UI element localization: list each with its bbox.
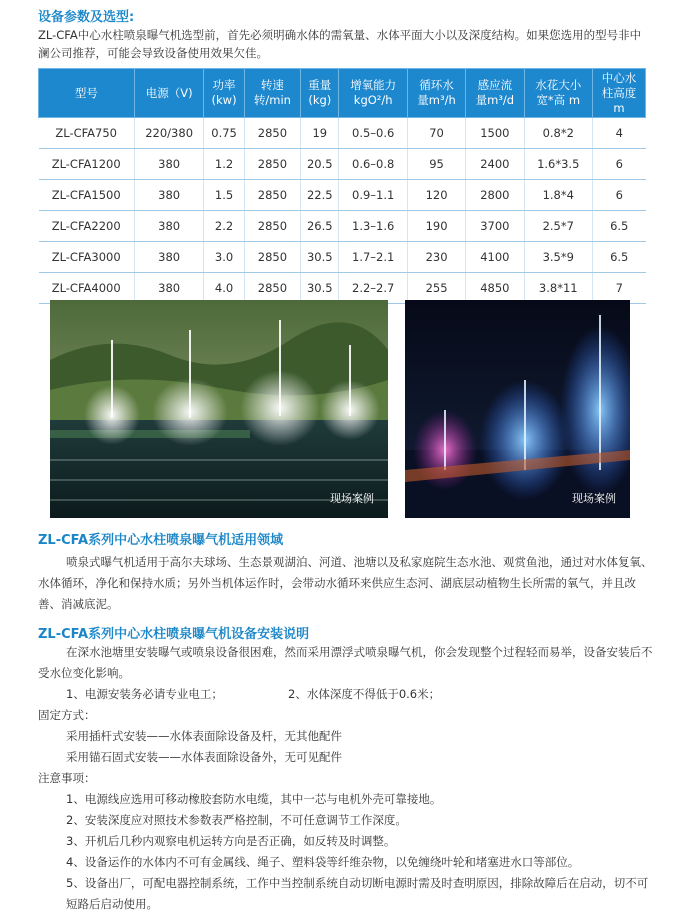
table-row (39, 211, 646, 242)
photo-caption-right: 现场案例 (572, 492, 616, 505)
section-title-applications: ZL-CFA系列中心水柱喷泉曝气机适用领域 (38, 533, 284, 548)
table-cell: 380 (134, 211, 204, 242)
table-cell: ZL-CFA4000 (39, 273, 135, 304)
table-header-text: 宽*高 m (536, 93, 581, 107)
table-header-cell (134, 69, 204, 118)
table-header-row (39, 69, 646, 118)
table-cell: 2850 (244, 118, 300, 149)
installation-body (38, 642, 654, 915)
note-item: 1、电源线应选用可移动橡胶套防水电缆，其中一芯与电机外壳可靠接地。 (66, 792, 442, 806)
notes-title: 注意事项： (38, 771, 96, 785)
table-cell: 30.5 (301, 242, 339, 273)
table-cell: 1.2 (204, 149, 244, 180)
note-item: 4、设备运作的水体内不可有金属线、绳子、塑料袋等纤维杂物，以免缠绕叶轮和堵塞进水口等部位。 (66, 855, 580, 869)
table-cell: 1500 (466, 118, 524, 149)
table-cell: 3700 (466, 211, 524, 242)
table-cell: 3.5*9 (524, 242, 592, 273)
photo-caption-left: 现场案例 (330, 492, 374, 505)
table-header-text: 型号 (74, 85, 98, 100)
table-cell: 220/380 (134, 118, 204, 149)
table-header-cell (339, 69, 407, 118)
table-header-text: kgO²/h (353, 93, 393, 107)
table-header-text: 水花大小 (535, 78, 582, 92)
table-cell: 190 (407, 211, 465, 242)
table-cell: 1.3–1.6 (339, 211, 407, 242)
table-cell: 2.5*7 (524, 211, 592, 242)
table-cell: 1.7–2.1 (339, 242, 407, 273)
section-title-installation: ZL-CFA系列中心水柱喷泉曝气机设备安装说明 (38, 627, 310, 642)
table-header-cell (301, 69, 339, 118)
photo-daytime-fountains (50, 300, 388, 518)
installation-intro: 在深水池塘里安装曝气或喷泉设备很困难，然而采用漂浮式喷泉曝气机，你会发现整个过程轻而易举，设备安装后不受水位变化影响。 (38, 645, 653, 680)
table-header-text: (kw) (211, 93, 237, 107)
table-row (39, 242, 646, 273)
table-cell: 2850 (244, 149, 300, 180)
requirement-2: 2、水体深度不得低于0.6米； (288, 687, 441, 701)
table-header-text: 量m³/d (475, 93, 515, 107)
table-cell: 230 (407, 242, 465, 273)
table-cell: ZL-CFA2200 (39, 211, 135, 242)
table-header-text: 循环水 (419, 78, 454, 92)
table-cell: ZL-CFA1200 (39, 149, 135, 180)
table-cell: 2850 (244, 180, 300, 211)
table-cell: 1.8*4 (524, 180, 592, 211)
table-cell: 380 (134, 273, 204, 304)
table-cell: 380 (134, 180, 204, 211)
table-cell: 2.2 (204, 211, 244, 242)
table-header-text: 量m³/h (417, 93, 456, 107)
table-cell: 6.5 (592, 211, 645, 242)
note-item: 2、安装深度应对照技术参数表严格控制，不可任意调节工作深度。 (66, 813, 407, 827)
section-title-specs: 设备参数及选型: (38, 10, 135, 25)
table-cell: 0.9–1.1 (339, 180, 407, 211)
table-cell: 0.75 (204, 118, 244, 149)
table-header-text: (kg) (308, 93, 332, 107)
table-cell: 2850 (244, 211, 300, 242)
table-cell: 2.2–2.7 (339, 273, 407, 304)
table-row (39, 273, 646, 304)
note-item: 3、开机后几秒内观察电机运转方向是否正确，如反转及时调整。 (66, 834, 396, 848)
photo-night-fountains (405, 300, 630, 518)
table-cell: 255 (407, 273, 465, 304)
table-cell: 4 (592, 118, 645, 149)
table-header-text: 中心水 (601, 70, 637, 85)
table-header-text: 转速 (260, 78, 284, 92)
table-header-cell (407, 69, 465, 118)
table-cell: 380 (134, 242, 204, 273)
table-row (39, 180, 646, 211)
table-header-text: 功率 (212, 78, 236, 92)
table-cell: 7 (592, 273, 645, 304)
table-cell: 0.6–0.8 (339, 149, 407, 180)
fix-title: 固定方式： (38, 708, 96, 722)
table-header-text: 重量 (308, 78, 332, 92)
install-requirements (38, 684, 654, 705)
table-cell: 0.8*2 (524, 118, 592, 149)
table-header-cell (592, 69, 645, 118)
table-header-cell (466, 69, 524, 118)
table-header-cell (244, 69, 300, 118)
table-header-text: 柱高度 (601, 85, 637, 100)
table-cell: 30.5 (301, 273, 339, 304)
table-cell: 2400 (466, 149, 524, 180)
applications-text: 喷泉式曝气机适用于高尔夫球场、生态景观湖泊、河道、池塘以及私家庭院生态水池、观赏鱼池，通过对水体复氧、水体循环，净化和保持水质；另外当机体运作时，会带动水循环来供应生态河、湖底层动植物生长所需的氧气，并且改善、消减底泥。 (38, 555, 653, 611)
table-cell: 95 (407, 149, 465, 180)
spec-table (38, 68, 646, 304)
table-row (39, 118, 646, 149)
table-cell: 6 (592, 180, 645, 211)
table-header-text: 转/min (253, 93, 291, 107)
table-cell: 2850 (244, 242, 300, 273)
applications-body (38, 552, 654, 615)
specs-intro: ZL-CFA中心水柱喷泉曝气机选型前，首先必须明确水体的需氧量、水体平面大小以及深度结构。如果您选用的型号非中澜公司推荐，可能会导致设备使用效果欠佳。 (38, 28, 642, 60)
table-cell: ZL-CFA750 (39, 118, 135, 149)
table-cell: ZL-CFA3000 (39, 242, 135, 273)
table-header-text: 增氧能力 (350, 78, 397, 92)
table-cell: 2850 (244, 273, 300, 304)
table-header-text: 电源（V) (145, 85, 193, 100)
table-header-cell (39, 69, 135, 118)
table-cell: 4.0 (204, 273, 244, 304)
note-item: 5、设备出厂，可配电器控制系统，工作中当控制系统自动切断电源时需及时查明原因，排除故障后在启动，切不可短路后启动使用。 (66, 876, 649, 911)
table-cell: 0.5–0.6 (339, 118, 407, 149)
table-cell: 26.5 (301, 211, 339, 242)
table-cell: 22.5 (301, 180, 339, 211)
table-cell: 380 (134, 149, 204, 180)
table-cell: 1.6*3.5 (524, 149, 592, 180)
requirement-1: 1、电源安装务必请专业电工； (66, 687, 223, 701)
table-header-text: m (613, 100, 625, 115)
table-cell: 19 (301, 118, 339, 149)
table-cell: 4850 (466, 273, 524, 304)
fix-method-2: 采用锚石固式安装——水体表面除设备外，无可见配件 (66, 750, 342, 764)
table-header-cell (524, 69, 592, 118)
table-row (39, 149, 646, 180)
table-header-text: 感应流 (477, 78, 513, 92)
table-header-cell (204, 69, 244, 118)
table-cell: 6.5 (592, 242, 645, 273)
table-cell: 70 (407, 118, 465, 149)
table-cell: 2800 (466, 180, 524, 211)
table-cell: 1.5 (204, 180, 244, 211)
table-cell: 6 (592, 149, 645, 180)
table-cell: 3.8*11 (524, 273, 592, 304)
table-cell: 4100 (466, 242, 524, 273)
table-cell: 3.0 (204, 242, 244, 273)
table-cell: 120 (407, 180, 465, 211)
table-cell: 20.5 (301, 149, 339, 180)
fix-method-1: 采用插杆式安装——水体表面除设备及杆，无其他配件 (66, 729, 342, 743)
table-cell: ZL-CFA1500 (39, 180, 135, 211)
